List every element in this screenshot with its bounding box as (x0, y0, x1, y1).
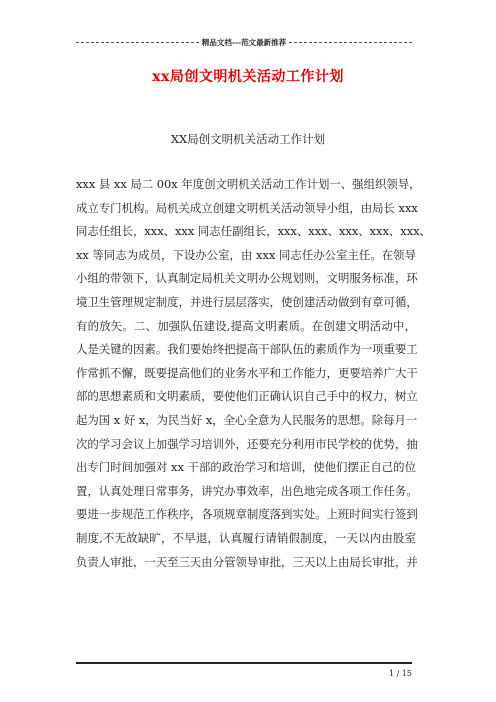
body-line: 部的思想素质和文明素质，要使他们正确认识自己手中的权力，树立 (76, 389, 418, 404)
body-line: 有的放矢。二、加强队伍建设,提高文明素质。在创建文明活动中， (76, 318, 416, 333)
body-line: 成立专门机构。局机关成立创建文明机关活动领导小组，由局长 xxx (76, 200, 418, 215)
body-line: 负责人审批，一天至三天由分管领导审批，三天以上由局长审批，并 (76, 554, 418, 569)
document-title: xx局创文明机关活动工作计划 (152, 69, 344, 85)
header-rule (76, 36, 412, 48)
header-label: 精品文档---范文最新推荐 (201, 37, 287, 47)
body-line: xx 等同志为成员，下设办公室，由 xxx 同志任办公室主任。在领导 (76, 247, 416, 262)
body-line: 同志任组长，xxx、xxx 同志任副组长，xxx、xxx、xxx、xxx、xxx、 (76, 224, 431, 239)
body-line: 次的学习会议上加强学习培训外，还要充分利用市民学校的优势，抽 (76, 436, 418, 451)
body-line: 小组的带领下，认真制定局机关文明办公规划则，文明服务标准，环 (76, 271, 418, 286)
body-line: 要进一步规范工作秩序，各项规章制度落到实处。上班时间实行签到 (76, 507, 418, 522)
body-line: 人是关键的因素。我们要始终把提高干部队伍的素质作为一项重要工 (76, 342, 418, 357)
document-body (76, 173, 431, 574)
body-line: 出专门时间加强对 xx 干部的政治学习和培训，使他们摆正自己的位 (76, 460, 416, 475)
document-subtitle: XX局创文明机关活动工作计划 (170, 132, 326, 146)
header-dash-right (289, 42, 412, 43)
body-line: 作常抓不懈，既要提高他们的业务水平和工作能力，更要培养广大干 (76, 365, 418, 380)
footer-rule (76, 662, 412, 664)
body-line: 制度,不无故缺旷，不早退，认真履行请销假制度，一天以内由股室 (76, 530, 416, 545)
body-line: 起为国 x 好 x，为民当好 x，全心全意为人民服务的思想。除每月一 (76, 412, 418, 427)
body-line: 置，认真处理日常事务，讲究办事效率，出色地完成各项工作任务。 (76, 483, 418, 498)
header-dash-left (76, 42, 199, 43)
body-line: xxx 县 xx 局二 00x 年度创文明机关活动工作计划一、强组织领导， (76, 177, 421, 191)
body-line: 境卫生管理规定制度，并进行层层落实，使创建活动做到有章可循， (76, 294, 418, 309)
page-number: 1 / 15 (388, 669, 412, 678)
